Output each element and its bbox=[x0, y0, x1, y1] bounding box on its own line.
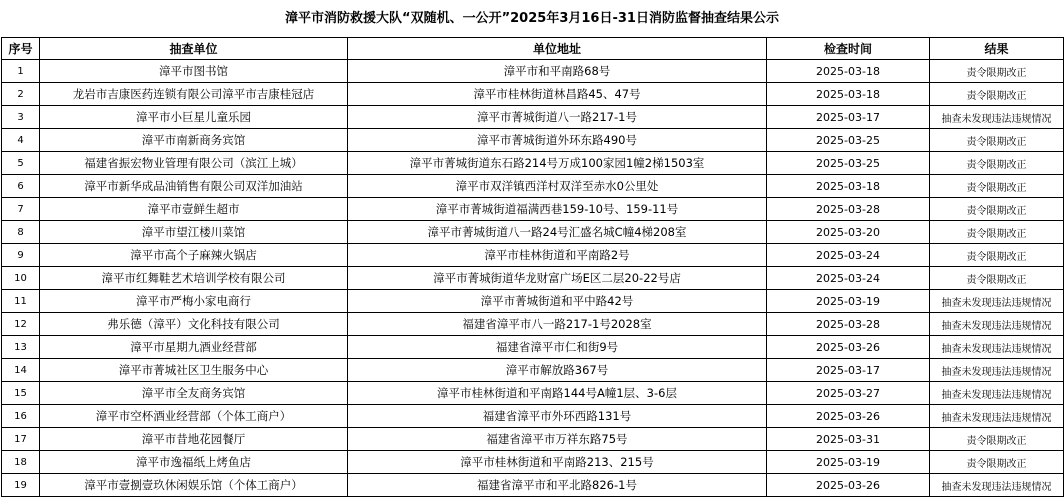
cell-result[interactable]: 责令限期改正 bbox=[930, 244, 1064, 267]
table-row bbox=[2, 152, 1064, 175]
cell-index[interactable]: 8 bbox=[2, 221, 40, 244]
cell-address[interactable]: 漳平市菁城街道八一路24号汇盛名城C幢4梯208室 bbox=[348, 221, 767, 244]
cell-date[interactable]: 2025-03-26 bbox=[767, 336, 930, 359]
cell-index[interactable]: 2 bbox=[2, 83, 40, 106]
cell-date[interactable]: 2025-03-25 bbox=[767, 129, 930, 152]
table-row bbox=[2, 175, 1064, 198]
cell-address[interactable]: 漳平市菁城街道福满西巷159-10号、159-11号 bbox=[348, 198, 767, 221]
cell-date[interactable]: 2025-03-20 bbox=[767, 221, 930, 244]
cell-date[interactable]: 2025-03-28 bbox=[767, 313, 930, 336]
cell-address[interactable]: 福建省漳平市仁和街9号 bbox=[348, 336, 767, 359]
page-title: 漳平市消防救援大队“双随机、一公开”2025年3月16日-31日消防监督抽查结果公示 bbox=[285, 11, 779, 26]
cell-result[interactable]: 责令限期改正 bbox=[930, 152, 1064, 175]
cell-address[interactable]: 漳平市桂林街道林昌路45、47号 bbox=[348, 83, 767, 106]
cell-index[interactable]: 6 bbox=[2, 175, 40, 198]
cell-index[interactable]: 9 bbox=[2, 244, 40, 267]
cell-address[interactable]: 福建省漳平市八一路217-1号2028室 bbox=[348, 313, 767, 336]
cell-unit[interactable]: 漳平市星期九酒业经营部 bbox=[40, 336, 348, 359]
cell-unit[interactable]: 漳平市逸福纸上烤鱼店 bbox=[40, 451, 348, 474]
table-body bbox=[2, 60, 1064, 497]
cell-address[interactable]: 漳平市菁城街道八一路217-1号 bbox=[348, 106, 767, 129]
cell-address[interactable]: 漳平市菁城街道和平中路42号 bbox=[348, 290, 767, 313]
cell-address[interactable]: 福建省漳平市和平北路826-1号 bbox=[348, 474, 767, 497]
cell-unit[interactable]: 漳平市菁城社区卫生服务中心 bbox=[40, 359, 348, 382]
cell-address[interactable]: 漳平市菁城街道东石路214号万成100家园1幢2梯1503室 bbox=[348, 152, 767, 175]
cell-unit[interactable]: 漳平市壹捌壹玖休闲娱乐馆（个体工商户） bbox=[40, 474, 348, 497]
cell-unit[interactable]: 弗乐德（漳平）文化科技有限公司 bbox=[40, 313, 348, 336]
cell-index[interactable]: 14 bbox=[2, 359, 40, 382]
cell-address[interactable]: 漳平市菁城街道华龙财富广场E区二层20-22号店 bbox=[348, 267, 767, 290]
cell-unit[interactable]: 福建省振宏物业管理有限公司（滨江上城） bbox=[40, 152, 348, 175]
cell-address[interactable]: 漳平市桂林街道和平南路2号 bbox=[348, 244, 767, 267]
cell-index[interactable]: 3 bbox=[2, 106, 40, 129]
table-row bbox=[2, 405, 1064, 428]
cell-result[interactable]: 责令限期改正 bbox=[930, 428, 1064, 451]
cell-result[interactable]: 抽查未发现违法违规情况 bbox=[930, 106, 1064, 129]
cell-unit[interactable]: 漳平市新华成品油销售有限公司双洋加油站 bbox=[40, 175, 348, 198]
cell-address[interactable]: 漳平市桂林街道和平南路144号A幢1层、3-6层 bbox=[348, 382, 767, 405]
cell-unit[interactable]: 龙岩市吉康医药连锁有限公司漳平市吉康桂冠店 bbox=[40, 83, 348, 106]
column-header-result[interactable]: 结果 bbox=[930, 38, 1064, 60]
cell-unit[interactable]: 漳平市小巨星儿童乐园 bbox=[40, 106, 348, 129]
cell-unit[interactable]: 漳平市壹鲜生超市 bbox=[40, 198, 348, 221]
table-row bbox=[2, 198, 1064, 221]
column-header-unit[interactable]: 抽查单位 bbox=[40, 38, 348, 60]
cell-result[interactable]: 抽查未发现违法违规情况 bbox=[930, 474, 1064, 497]
cell-unit[interactable]: 漳平市南新商务宾馆 bbox=[40, 129, 348, 152]
column-header-date[interactable]: 检查时间 bbox=[767, 38, 930, 60]
cell-date[interactable]: 2025-03-19 bbox=[767, 290, 930, 313]
cell-result[interactable]: 抽查未发现违法违规情况 bbox=[930, 359, 1064, 382]
cell-date[interactable]: 2025-03-31 bbox=[767, 428, 930, 451]
cell-date[interactable]: 2025-03-28 bbox=[767, 198, 930, 221]
table-row bbox=[2, 83, 1064, 106]
table-header-row bbox=[2, 38, 1064, 60]
cell-address[interactable]: 漳平市双洋镇西洋村双洋至赤水0公里处 bbox=[348, 175, 767, 198]
cell-unit[interactable]: 漳平市高个子麻辣火锅店 bbox=[40, 244, 348, 267]
table-row bbox=[2, 382, 1064, 405]
cell-result[interactable]: 责令限期改正 bbox=[930, 83, 1064, 106]
cell-address[interactable]: 漳平市解放路367号 bbox=[348, 359, 767, 382]
table-row bbox=[2, 290, 1064, 313]
table-row bbox=[2, 313, 1064, 336]
table-row bbox=[2, 267, 1064, 290]
cell-address[interactable]: 福建省漳平市外环西路131号 bbox=[348, 405, 767, 428]
cell-date[interactable]: 2025-03-17 bbox=[767, 106, 930, 129]
cell-result[interactable]: 责令限期改正 bbox=[930, 221, 1064, 244]
cell-index[interactable]: 7 bbox=[2, 198, 40, 221]
cell-result[interactable]: 抽查未发现违法违规情况 bbox=[930, 290, 1064, 313]
cell-result[interactable]: 抽查未发现违法违规情况 bbox=[930, 405, 1064, 428]
table-row bbox=[2, 474, 1064, 497]
cell-index[interactable]: 12 bbox=[2, 313, 40, 336]
table-row bbox=[2, 129, 1064, 152]
cell-date[interactable]: 2025-03-18 bbox=[767, 83, 930, 106]
table-row bbox=[2, 359, 1064, 382]
cell-unit[interactable]: 漳平市昔地花园餐厅 bbox=[40, 428, 348, 451]
cell-date[interactable]: 2025-03-18 bbox=[767, 60, 930, 83]
table-row bbox=[2, 244, 1064, 267]
cell-result[interactable]: 责令限期改正 bbox=[930, 175, 1064, 198]
cell-unit[interactable]: 漳平市严梅小家电商行 bbox=[40, 290, 348, 313]
cell-date[interactable]: 2025-03-18 bbox=[767, 175, 930, 198]
table-row bbox=[2, 106, 1064, 129]
cell-index[interactable]: 11 bbox=[2, 290, 40, 313]
column-header-index[interactable]: 序号 bbox=[2, 38, 40, 60]
cell-result[interactable]: 责令限期改正 bbox=[930, 451, 1064, 474]
table-row bbox=[2, 336, 1064, 359]
cell-unit[interactable]: 漳平市望江楼川菜馆 bbox=[40, 221, 348, 244]
table-row bbox=[2, 221, 1064, 244]
cell-index[interactable]: 13 bbox=[2, 336, 40, 359]
cell-index[interactable]: 19 bbox=[2, 474, 40, 497]
cell-result[interactable]: 责令限期改正 bbox=[930, 60, 1064, 83]
cell-index[interactable]: 15 bbox=[2, 382, 40, 405]
table-row bbox=[2, 451, 1064, 474]
cell-result[interactable]: 责令限期改正 bbox=[930, 129, 1064, 152]
cell-index[interactable]: 18 bbox=[2, 451, 40, 474]
cell-address[interactable]: 漳平市和平南路68号 bbox=[348, 60, 767, 83]
cell-date[interactable]: 2025-03-19 bbox=[767, 451, 930, 474]
cell-result[interactable]: 抽查未发现违法违规情况 bbox=[930, 313, 1064, 336]
cell-date[interactable]: 2025-03-25 bbox=[767, 152, 930, 175]
cell-index[interactable]: 16 bbox=[2, 405, 40, 428]
cell-address[interactable]: 漳平市菁城街道外环东路490号 bbox=[348, 129, 767, 152]
cell-index[interactable]: 4 bbox=[2, 129, 40, 152]
cell-result[interactable]: 责令限期改正 bbox=[930, 267, 1064, 290]
table-row bbox=[2, 60, 1064, 83]
cell-result[interactable]: 责令限期改正 bbox=[930, 198, 1064, 221]
cell-address[interactable]: 漳平市桂林街道和平南路213、215号 bbox=[348, 451, 767, 474]
cell-result[interactable]: 抽查未发现违法违规情况 bbox=[930, 336, 1064, 359]
cell-date[interactable]: 2025-03-27 bbox=[767, 382, 930, 405]
cell-unit[interactable]: 漳平市红舞鞋艺术培训学校有限公司 bbox=[40, 267, 348, 290]
results-table bbox=[1, 37, 1064, 497]
cell-unit[interactable]: 漳平市图书馆 bbox=[40, 60, 348, 83]
cell-unit[interactable]: 漳平市空杯酒业经营部（个体工商户） bbox=[40, 405, 348, 428]
cell-date[interactable]: 2025-03-24 bbox=[767, 244, 930, 267]
cell-date[interactable]: 2025-03-26 bbox=[767, 405, 930, 428]
column-header-address[interactable]: 单位地址 bbox=[348, 38, 767, 60]
cell-date[interactable]: 2025-03-24 bbox=[767, 267, 930, 290]
cell-date[interactable]: 2025-03-17 bbox=[767, 359, 930, 382]
cell-index[interactable]: 1 bbox=[2, 60, 40, 83]
table-row bbox=[2, 428, 1064, 451]
cell-date[interactable]: 2025-03-26 bbox=[767, 474, 930, 497]
cell-result[interactable]: 抽查未发现违法违规情况 bbox=[930, 382, 1064, 405]
cell-index[interactable]: 5 bbox=[2, 152, 40, 175]
cell-index[interactable]: 10 bbox=[2, 267, 40, 290]
cell-index[interactable]: 17 bbox=[2, 428, 40, 451]
cell-address[interactable]: 福建省漳平市万祥东路75号 bbox=[348, 428, 767, 451]
cell-unit[interactable]: 漳平市全友商务宾馆 bbox=[40, 382, 348, 405]
